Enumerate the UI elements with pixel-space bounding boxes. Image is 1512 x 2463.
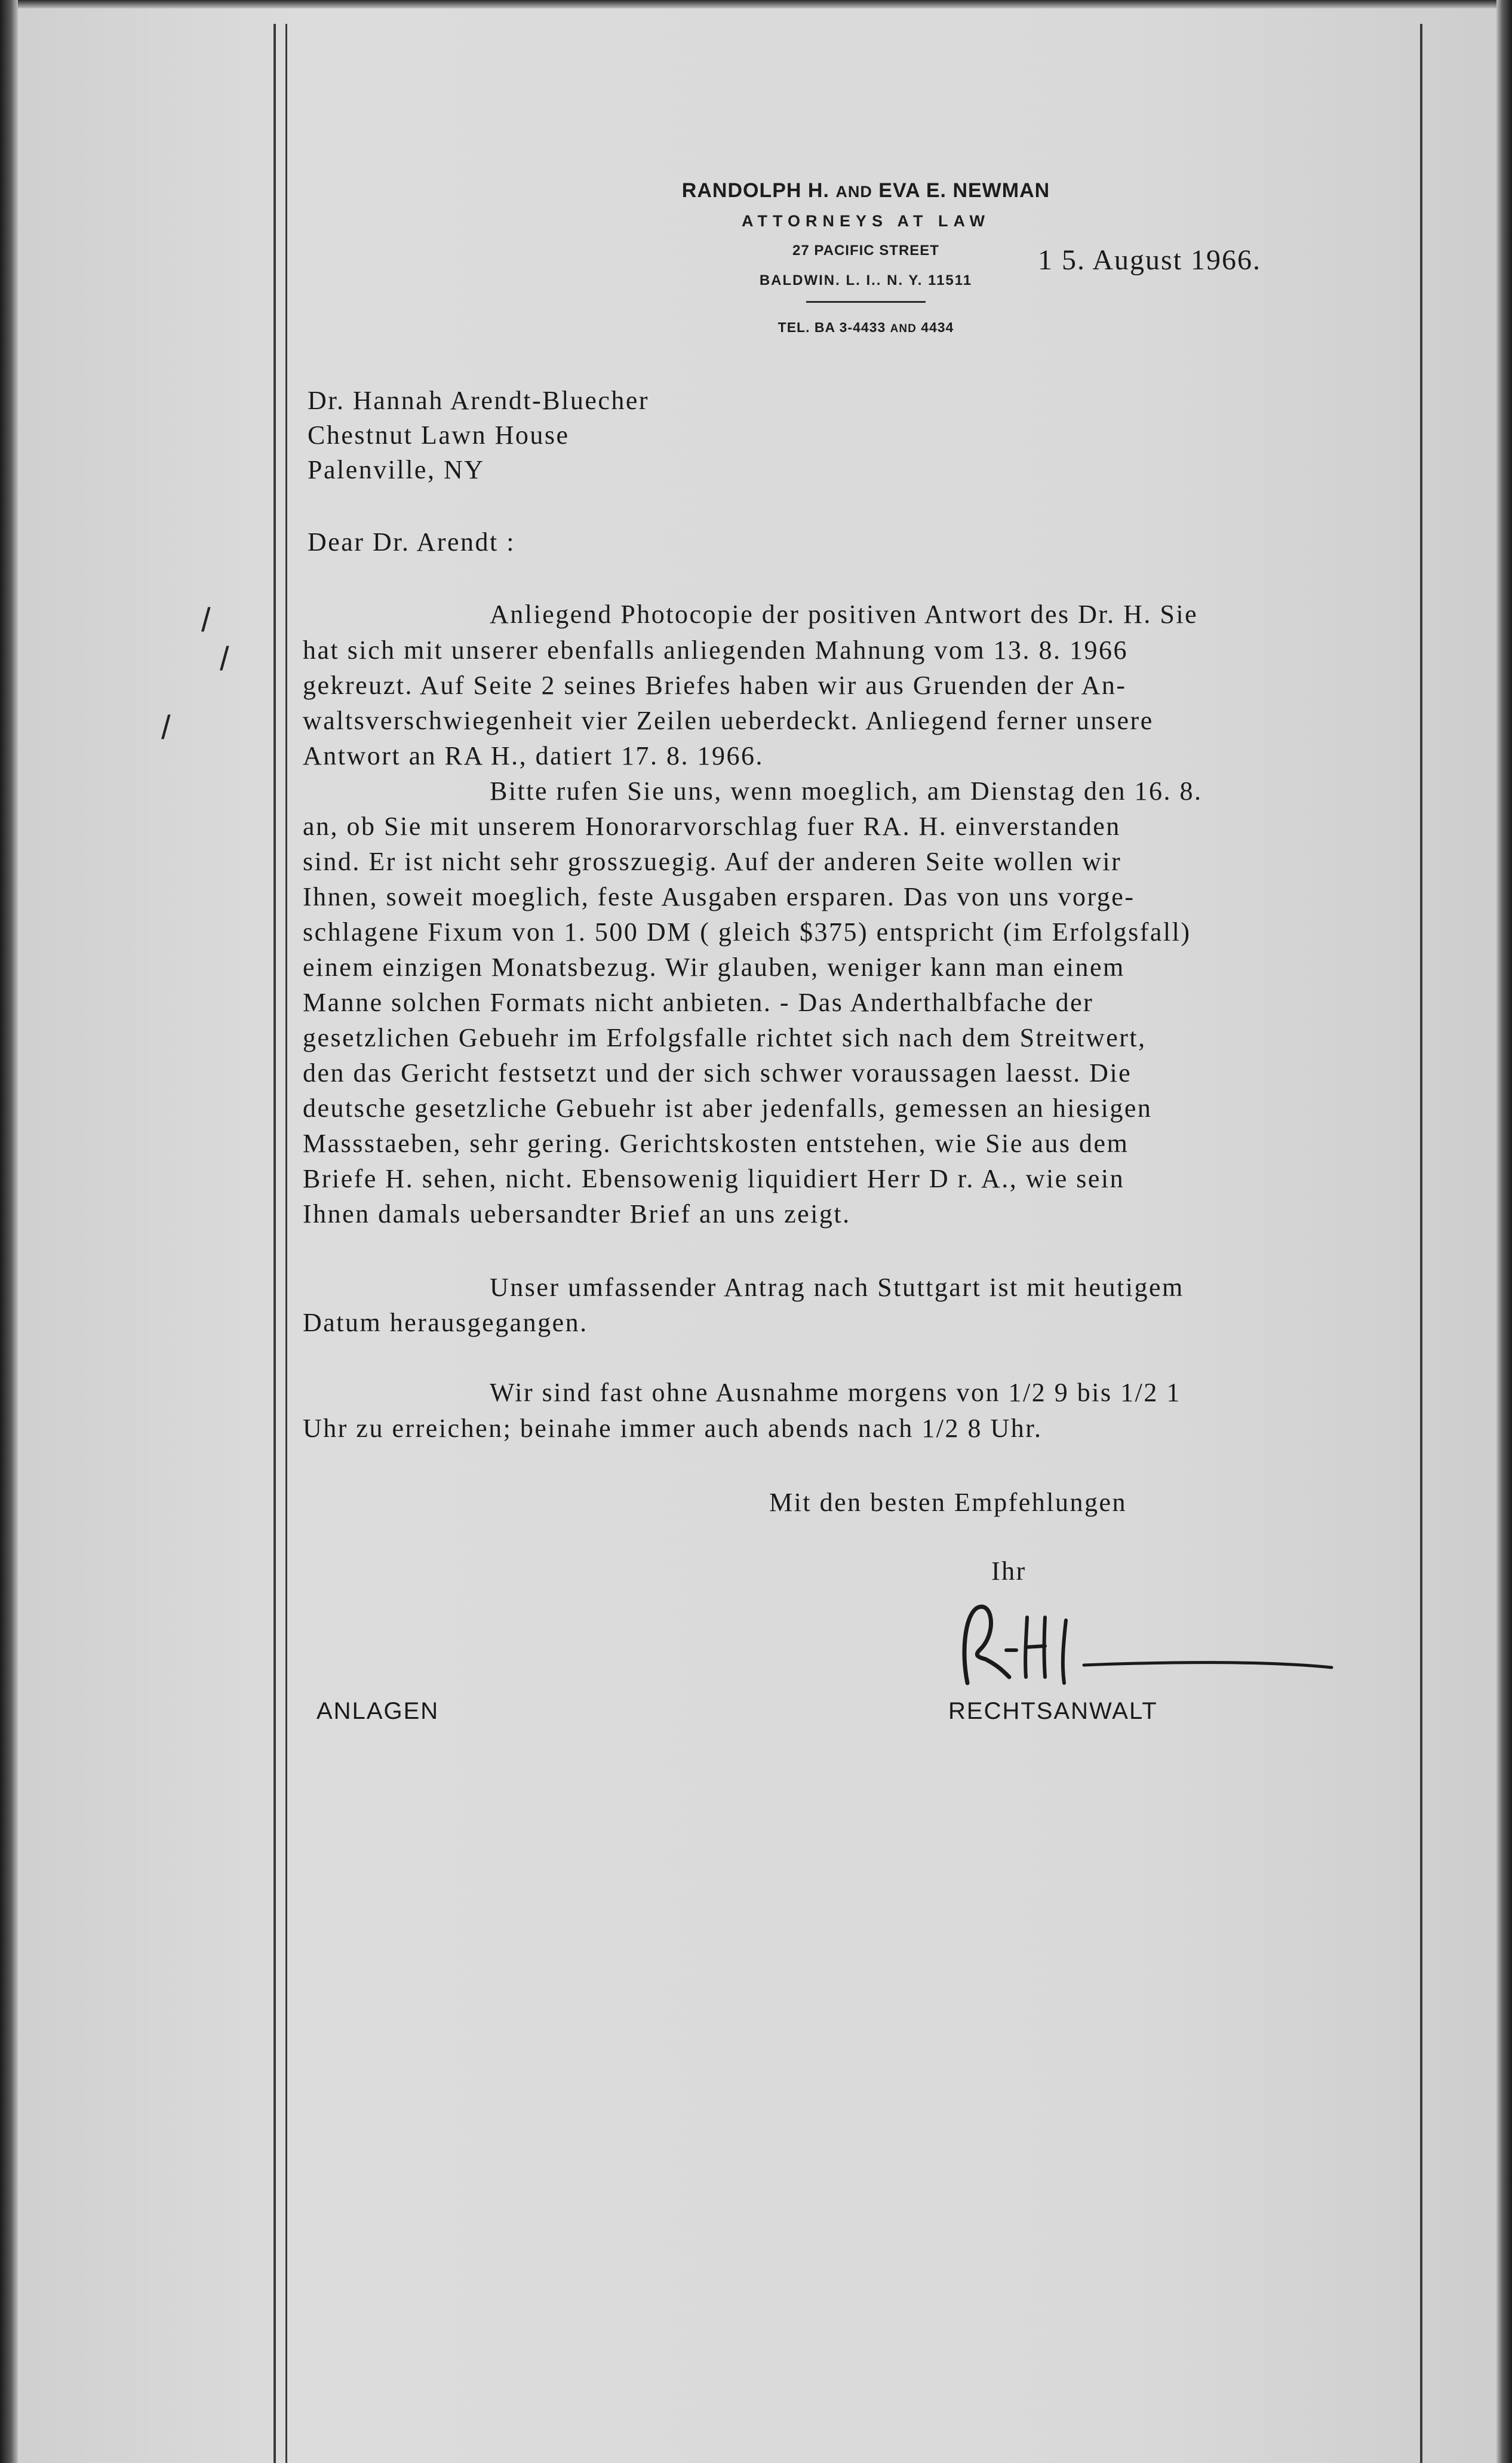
margin-mark-2: /: [220, 640, 229, 677]
scan-edge-left: [0, 0, 18, 2463]
margin-mark-1: /: [201, 601, 211, 638]
paragraph-4-line: Wir sind fast ohne Ausnahme morgens von 1/2 9 bis 1/2 1: [490, 1378, 1181, 1407]
scan-edge-right: [1496, 0, 1512, 2463]
letterhead-name-first: RANDOLPH H.: [681, 179, 829, 202]
paragraph-1-line: Antwort an RA H., datiert 17. 8. 1966.: [303, 741, 764, 770]
paragraph-2-line: Manne solchen Formats nicht anbieten. - Das Anderthalbfache der: [303, 988, 1094, 1017]
paragraph-2-line: schlagene Fixum von 1. 500 DM ( gleich $375) entspricht (im Erfolgsfall): [303, 917, 1191, 947]
paragraph-1-line: Anliegend Photocopie der positiven Antwort des Dr. H. Sie: [490, 600, 1198, 629]
letterhead-rule: [806, 301, 926, 303]
paragraph-2-line: Ihnen, soweit moeglich, feste Ausgaben ersparen. Das von uns vorge-: [303, 882, 1135, 911]
paragraph-2-line: einem einzigen Monatsbezug. Wir glauben, weniger kann man einem: [303, 953, 1125, 982]
letterhead-street: 27 PACIFIC STREET: [792, 242, 939, 259]
paragraph-3-line: Datum herausgegangen.: [303, 1308, 588, 1337]
letterhead-name-second: EVA E. NEWMAN: [878, 179, 1050, 202]
paragraph-2-line: sind. Er ist nicht sehr grosszuegig. Auf der anderen Seite wollen wir: [303, 847, 1122, 876]
paragraph-1-line: waltsverschwiegenheit vier Zeilen ueberdeckt. Anliegend ferner unsere: [303, 706, 1154, 735]
letterhead-name-and: AND: [835, 183, 872, 201]
signer-title: RECHTSANWALT: [948, 1698, 1158, 1724]
paragraph-2-line: den das Gericht festsetzt und der sich schwer voraussagen laesst. Die: [303, 1058, 1132, 1088]
margin-rule-left-inner: [285, 24, 287, 2463]
margin-mark-3: /: [161, 708, 171, 746]
letterhead: [633, 179, 1099, 336]
paragraph-1-line: hat sich mit unserer ebenfalls anliegenden Mahnung vom 13. 8. 1966: [303, 635, 1129, 665]
paragraph-2-line: Massstaeben, sehr gering. Gerichtskosten entstehen, wie Sie aus dem: [303, 1129, 1129, 1158]
paragraph-2-line: gesetzlichen Gebuehr im Erfolgsfalle richtet sich nach dem Streitwert,: [303, 1023, 1147, 1052]
recipient-line-1: Dr. Hannah Arendt-Bluecher: [308, 386, 650, 415]
enclosures-label: ANLAGEN: [316, 1698, 440, 1724]
recipient-line-2: Chestnut Lawn House: [308, 420, 570, 450]
letterhead-telephone: [633, 320, 1099, 336]
scan-edge-top: [0, 0, 1512, 8]
letterhead-tel-prefix: TEL. BA 3-4433: [777, 320, 886, 335]
paragraph-2-line: deutsche gesetzliche Gebuehr ist aber jedenfalls, gemessen an hiesigen: [303, 1094, 1153, 1123]
paragraph-2-line: Briefe H. sehen, nicht. Ebensowenig liquidiert Herr D r. A., wie sein: [303, 1164, 1125, 1193]
margin-rule-right: [1420, 24, 1422, 2463]
letterhead-name: [633, 179, 1099, 202]
letterhead-tel-and: AND: [890, 323, 917, 335]
paragraph-1-line: gekreuzt. Auf Seite 2 seines Briefes haben wir aus Gruenden der An-: [303, 671, 1127, 700]
letterhead-city: BALDWIN. L. I.. N. Y. 11511: [759, 272, 973, 288]
handwritten-signature: [949, 1593, 1344, 1695]
paragraph-2-line: an, ob Sie mit unserem Honorarvorschlag fuer RA. H. einverstanden: [303, 812, 1121, 841]
letterhead-role: ATTORNEYS AT LAW: [742, 212, 990, 230]
paragraph-3-line: Unser umfassender Antrag nach Stuttgart ist mit heutigem: [490, 1273, 1184, 1302]
letterhead-tel-suffix: 4434: [921, 320, 954, 335]
salutation: Dear Dr. Arendt :: [308, 527, 515, 557]
letter-date: 1 5. August 1966.: [1038, 244, 1262, 276]
paragraph-2-line: Bitte rufen Sie uns, wenn moeglich, am Dienstag den 16. 8.: [490, 776, 1203, 806]
paragraph-4-line: Uhr zu erreichen; beinahe immer auch abends nach 1/2 8 Uhr.: [303, 1414, 1043, 1443]
closing-phrase: Mit den besten Empfehlungen: [769, 1488, 1127, 1517]
recipient-line-3: Palenville, NY: [308, 455, 485, 484]
closing-word: Ihr: [991, 1556, 1027, 1586]
margin-rule-left-outer: [273, 24, 276, 2463]
paragraph-2-line: Ihnen damals uebersandter Brief an uns zeigt.: [303, 1199, 851, 1229]
